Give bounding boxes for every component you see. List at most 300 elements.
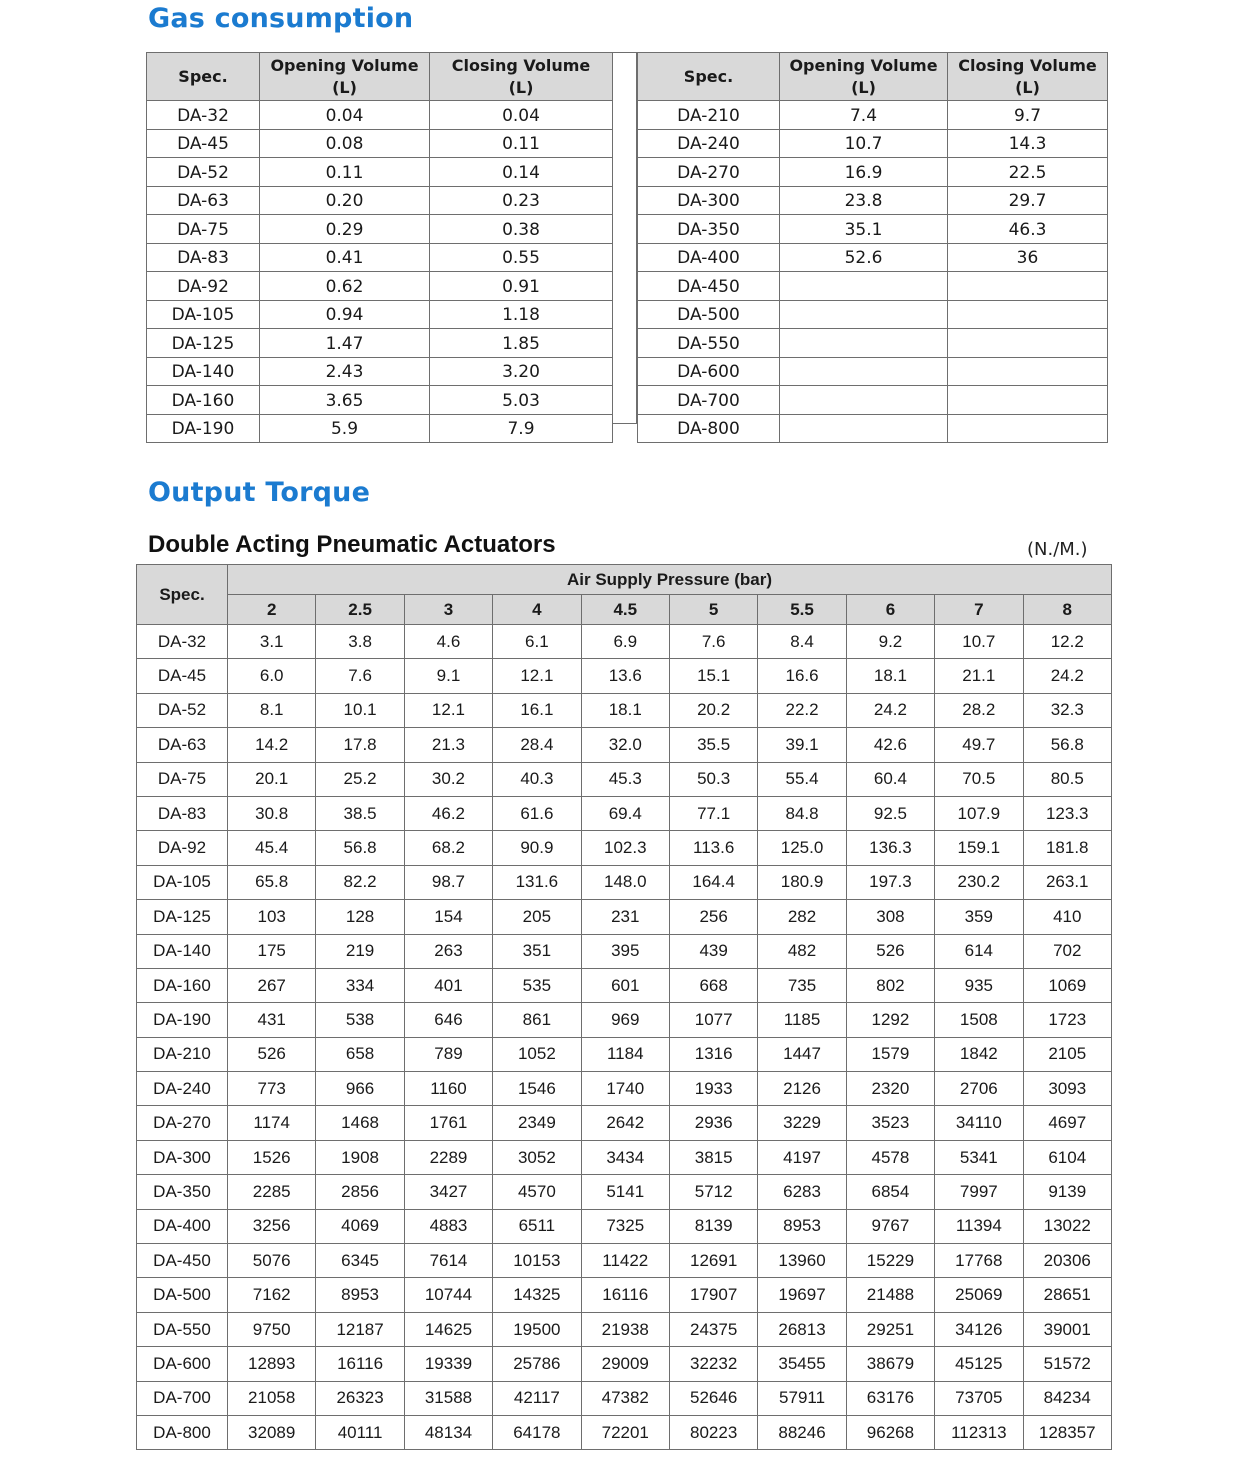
spec-cell: DA-300	[638, 186, 780, 215]
torque-value-cell: 21058	[228, 1381, 316, 1415]
table-row	[147, 357, 613, 386]
closing-volume-cell: 0.38	[430, 215, 613, 244]
closing-volume-cell: 9.7	[948, 101, 1108, 130]
spec-cell: DA-270	[137, 1106, 228, 1140]
closing-volume-cell: 0.23	[430, 186, 613, 215]
torque-value-cell: 2285	[228, 1175, 316, 1209]
spec-cell: DA-190	[147, 414, 260, 443]
torque-value-cell: 12.2	[1023, 625, 1111, 659]
table-row	[638, 272, 1108, 301]
torque-value-cell: 21.1	[935, 659, 1023, 693]
closing-volume-unit: (L)	[508, 77, 534, 97]
closing-volume-cell: 0.14	[430, 158, 613, 187]
pressure-header: 5.5	[758, 595, 846, 625]
torque-value-cell: 7.6	[316, 659, 404, 693]
torque-value-cell: 28.4	[493, 728, 581, 762]
table-row	[137, 968, 1112, 1002]
torque-value-cell: 35455	[758, 1347, 846, 1381]
opening-volume-cell: 0.11	[260, 158, 430, 187]
torque-value-cell: 19697	[758, 1278, 846, 1312]
table-row	[147, 158, 613, 187]
gas-consumption-title: Gas consumption	[148, 3, 414, 34]
torque-value-cell: 84234	[1023, 1381, 1111, 1415]
spec-cell: DA-300	[137, 1140, 228, 1174]
table-row	[137, 1312, 1112, 1346]
torque-value-cell: 34126	[935, 1312, 1023, 1346]
torque-value-cell: 1740	[581, 1072, 669, 1106]
torque-value-cell: 56.8	[1023, 728, 1111, 762]
opening-volume-cell: 3.65	[260, 386, 430, 415]
opening-volume-cell: 16.9	[780, 158, 948, 187]
torque-value-cell: 1908	[316, 1140, 404, 1174]
table-row	[638, 158, 1108, 187]
spec-cell: DA-160	[147, 386, 260, 415]
torque-value-cell: 12691	[669, 1244, 757, 1278]
opening-volume-cell	[780, 300, 948, 329]
table-row	[137, 1140, 1112, 1174]
opening-volume-label: Opening Volume	[789, 55, 938, 75]
torque-value-cell: 16116	[581, 1278, 669, 1312]
opening-volume-cell: 23.8	[780, 186, 948, 215]
gas-header-row	[638, 53, 1108, 101]
spec-cell: DA-500	[137, 1278, 228, 1312]
torque-value-cell: 164.4	[669, 865, 757, 899]
table-row	[137, 1175, 1112, 1209]
torque-value-cell: 40111	[316, 1415, 404, 1449]
torque-value-cell: 6104	[1023, 1140, 1111, 1174]
torque-value-cell: 526	[846, 934, 934, 968]
spec-cell: DA-92	[147, 272, 260, 301]
torque-value-cell: 12893	[228, 1347, 316, 1381]
torque-value-cell: 1052	[493, 1037, 581, 1071]
torque-value-cell: 1723	[1023, 1003, 1111, 1037]
table-row	[137, 1037, 1112, 1071]
spec-cell: DA-140	[137, 934, 228, 968]
opening-volume-cell	[780, 386, 948, 415]
table-row	[137, 831, 1112, 865]
torque-value-cell: 8953	[316, 1278, 404, 1312]
torque-value-cell: 3229	[758, 1106, 846, 1140]
torque-value-cell: 31588	[404, 1381, 492, 1415]
torque-value-cell: 92.5	[846, 796, 934, 830]
torque-value-cell: 49.7	[935, 728, 1023, 762]
opening-volume-cell: 0.62	[260, 272, 430, 301]
torque-value-cell: 12.1	[493, 659, 581, 693]
torque-value-cell: 77.1	[669, 796, 757, 830]
torque-value-cell: 8.1	[228, 693, 316, 727]
torque-value-cell: 42117	[493, 1381, 581, 1415]
closing-volume-cell: 5.03	[430, 386, 613, 415]
torque-value-cell: 11422	[581, 1244, 669, 1278]
closing-volume-cell: 1.18	[430, 300, 613, 329]
closing-volume-cell: 22.5	[948, 158, 1108, 187]
spec-cell: DA-450	[137, 1244, 228, 1278]
torque-value-cell: 55.4	[758, 762, 846, 796]
torque-value-cell: 1174	[228, 1106, 316, 1140]
spec-cell: DA-75	[137, 762, 228, 796]
torque-value-cell: 47382	[581, 1381, 669, 1415]
closing-volume-header	[948, 53, 1108, 101]
opening-volume-cell: 5.9	[260, 414, 430, 443]
torque-value-cell: 20.2	[669, 693, 757, 727]
gas-header-row	[147, 53, 613, 101]
torque-value-cell: 7614	[404, 1244, 492, 1278]
torque-value-cell: 17907	[669, 1278, 757, 1312]
torque-value-cell: 50.3	[669, 762, 757, 796]
closing-volume-cell: 46.3	[948, 215, 1108, 244]
pressure-header: 7	[935, 595, 1023, 625]
torque-value-cell: 6854	[846, 1175, 934, 1209]
opening-volume-cell: 35.1	[780, 215, 948, 244]
table-row	[137, 1347, 1112, 1381]
torque-value-cell: 3052	[493, 1140, 581, 1174]
torque-value-cell: 1316	[669, 1037, 757, 1071]
spec-cell: DA-83	[147, 243, 260, 272]
torque-value-cell: 9750	[228, 1312, 316, 1346]
spec-cell: DA-45	[137, 659, 228, 693]
torque-value-cell: 25069	[935, 1278, 1023, 1312]
pressure-header: 2	[228, 595, 316, 625]
torque-value-cell: 82.2	[316, 865, 404, 899]
table-row	[638, 129, 1108, 158]
torque-value-cell: 84.8	[758, 796, 846, 830]
spec-cell: DA-270	[638, 158, 780, 187]
torque-value-cell: 32089	[228, 1415, 316, 1449]
pressure-header: 4.5	[581, 595, 669, 625]
torque-value-cell: 1292	[846, 1003, 934, 1037]
opening-volume-cell: 0.41	[260, 243, 430, 272]
torque-value-cell: 538	[316, 1003, 404, 1037]
output-torque-title: Output Torque	[148, 477, 371, 508]
opening-volume-cell: 0.04	[260, 101, 430, 130]
torque-value-cell: 12187	[316, 1312, 404, 1346]
torque-value-cell: 17.8	[316, 728, 404, 762]
torque-value-cell: 9.2	[846, 625, 934, 659]
spec-cell: DA-190	[137, 1003, 228, 1037]
torque-value-cell: 2320	[846, 1072, 934, 1106]
closing-volume-cell	[948, 414, 1108, 443]
spec-cell: DA-92	[137, 831, 228, 865]
table-row	[137, 1278, 1112, 1312]
torque-value-cell: 96268	[846, 1415, 934, 1449]
torque-value-cell: 56.8	[316, 831, 404, 865]
torque-value-cell: 14325	[493, 1278, 581, 1312]
torque-value-cell: 25.2	[316, 762, 404, 796]
torque-value-cell: 51572	[1023, 1347, 1111, 1381]
torque-value-cell: 80223	[669, 1415, 757, 1449]
table-row	[147, 129, 613, 158]
torque-value-cell: 61.6	[493, 796, 581, 830]
closing-volume-cell: 3.20	[430, 357, 613, 386]
torque-value-cell: 646	[404, 1003, 492, 1037]
spec-cell: DA-800	[137, 1415, 228, 1449]
spec-cell: DA-160	[137, 968, 228, 1002]
torque-value-cell: 52646	[669, 1381, 757, 1415]
table-row	[147, 101, 613, 130]
spec-header: Spec.	[638, 53, 780, 101]
torque-value-cell: 16116	[316, 1347, 404, 1381]
opening-volume-cell	[780, 357, 948, 386]
spec-cell: DA-52	[147, 158, 260, 187]
torque-value-cell: 42.6	[846, 728, 934, 762]
torque-value-cell: 45125	[935, 1347, 1023, 1381]
spec-cell: DA-210	[638, 101, 780, 130]
table-row	[147, 329, 613, 358]
pressure-header: 8	[1023, 595, 1111, 625]
gas-consumption-table-left	[146, 52, 613, 443]
pressure-header-row	[137, 595, 1112, 625]
torque-value-cell: 19339	[404, 1347, 492, 1381]
spec-cell: DA-75	[147, 215, 260, 244]
torque-value-cell: 32232	[669, 1347, 757, 1381]
torque-value-cell: 359	[935, 900, 1023, 934]
torque-value-cell: 60.4	[846, 762, 934, 796]
closing-volume-cell: 36	[948, 243, 1108, 272]
opening-volume-cell: 0.94	[260, 300, 430, 329]
spec-cell: DA-550	[137, 1312, 228, 1346]
table-row	[147, 300, 613, 329]
spec-cell: DA-125	[137, 900, 228, 934]
torque-value-cell: 395	[581, 934, 669, 968]
torque-value-cell: 57911	[758, 1381, 846, 1415]
spec-cell: DA-240	[638, 129, 780, 158]
torque-value-cell: 1185	[758, 1003, 846, 1037]
torque-value-cell: 230.2	[935, 865, 1023, 899]
spec-cell: DA-500	[638, 300, 780, 329]
torque-value-cell: 18.1	[581, 693, 669, 727]
closing-volume-cell: 0.55	[430, 243, 613, 272]
torque-value-cell: 10744	[404, 1278, 492, 1312]
torque-value-cell: 63176	[846, 1381, 934, 1415]
torque-value-cell: 282	[758, 900, 846, 934]
torque-value-cell: 1579	[846, 1037, 934, 1071]
torque-value-cell: 2856	[316, 1175, 404, 1209]
table-row	[137, 1415, 1112, 1449]
torque-value-cell: 125.0	[758, 831, 846, 865]
torque-value-cell: 4883	[404, 1209, 492, 1243]
torque-value-cell: 26323	[316, 1381, 404, 1415]
torque-value-cell: 90.9	[493, 831, 581, 865]
torque-value-cell: 4570	[493, 1175, 581, 1209]
spec-cell: DA-350	[137, 1175, 228, 1209]
closing-volume-unit: (L)	[1015, 77, 1040, 97]
torque-value-cell: 154	[404, 900, 492, 934]
torque-value-cell: 131.6	[493, 865, 581, 899]
torque-value-cell: 1842	[935, 1037, 1023, 1071]
torque-value-cell: 128	[316, 900, 404, 934]
torque-value-cell: 1761	[404, 1106, 492, 1140]
spec-cell: DA-45	[147, 129, 260, 158]
torque-value-cell: 4197	[758, 1140, 846, 1174]
torque-value-cell: 535	[493, 968, 581, 1002]
torque-value-cell: 658	[316, 1037, 404, 1071]
torque-value-cell: 8953	[758, 1209, 846, 1243]
torque-value-cell: 38.5	[316, 796, 404, 830]
table-row	[147, 186, 613, 215]
torque-value-cell: 11394	[935, 1209, 1023, 1243]
opening-volume-unit: (L)	[332, 77, 357, 97]
table-row	[638, 357, 1108, 386]
torque-value-cell: 21.3	[404, 728, 492, 762]
closing-volume-label: Closing Volume	[451, 55, 591, 75]
torque-value-cell: 5712	[669, 1175, 757, 1209]
torque-value-cell: 15229	[846, 1244, 934, 1278]
closing-volume-header	[430, 53, 613, 101]
torque-value-cell: 3093	[1023, 1072, 1111, 1106]
torque-value-cell: 28651	[1023, 1278, 1111, 1312]
air-supply-pressure-header: Air Supply Pressure (bar)	[228, 565, 1112, 595]
torque-value-cell: 39.1	[758, 728, 846, 762]
spec-cell: DA-52	[137, 693, 228, 727]
torque-value-cell: 1184	[581, 1037, 669, 1071]
table-row	[137, 1244, 1112, 1278]
torque-value-cell: 13960	[758, 1244, 846, 1278]
torque-value-cell: 7.6	[669, 625, 757, 659]
torque-value-cell: 1160	[404, 1072, 492, 1106]
torque-value-cell: 32.0	[581, 728, 669, 762]
table-row	[137, 693, 1112, 727]
torque-value-cell: 334	[316, 968, 404, 1002]
torque-value-cell: 1546	[493, 1072, 581, 1106]
pressure-header: 6	[846, 595, 934, 625]
torque-value-cell: 65.8	[228, 865, 316, 899]
spec-cell: DA-105	[147, 300, 260, 329]
torque-value-cell: 13022	[1023, 1209, 1111, 1243]
spec-cell: DA-140	[147, 357, 260, 386]
torque-value-cell: 861	[493, 1003, 581, 1037]
torque-value-cell: 24375	[669, 1312, 757, 1346]
torque-value-cell: 3.8	[316, 625, 404, 659]
torque-value-cell: 29009	[581, 1347, 669, 1381]
torque-value-cell: 6.1	[493, 625, 581, 659]
torque-value-cell: 702	[1023, 934, 1111, 968]
torque-value-cell: 2349	[493, 1106, 581, 1140]
spec-cell: DA-350	[638, 215, 780, 244]
torque-value-cell: 3427	[404, 1175, 492, 1209]
opening-volume-cell: 7.4	[780, 101, 948, 130]
torque-value-cell: 401	[404, 968, 492, 1002]
torque-value-cell: 1508	[935, 1003, 1023, 1037]
table-row	[137, 796, 1112, 830]
spec-cell: DA-125	[147, 329, 260, 358]
opening-volume-header	[260, 53, 430, 101]
torque-value-cell: 735	[758, 968, 846, 1002]
closing-volume-cell: 14.3	[948, 129, 1108, 158]
torque-value-cell: 64178	[493, 1415, 581, 1449]
torque-value-cell: 72201	[581, 1415, 669, 1449]
torque-value-cell: 10.1	[316, 693, 404, 727]
closing-volume-cell: 1.85	[430, 329, 613, 358]
torque-value-cell: 2105	[1023, 1037, 1111, 1071]
torque-value-cell: 80.5	[1023, 762, 1111, 796]
torque-value-cell: 69.4	[581, 796, 669, 830]
torque-value-cell: 98.7	[404, 865, 492, 899]
table-row	[147, 386, 613, 415]
table-row	[137, 625, 1112, 659]
torque-value-cell: 231	[581, 900, 669, 934]
table-row	[137, 1381, 1112, 1415]
torque-value-cell: 39001	[1023, 1312, 1111, 1346]
spec-cell: DA-105	[137, 865, 228, 899]
table-row	[137, 659, 1112, 693]
closing-volume-cell	[948, 272, 1108, 301]
torque-value-cell: 5341	[935, 1140, 1023, 1174]
spec-cell: DA-450	[638, 272, 780, 301]
torque-value-cell: 45.4	[228, 831, 316, 865]
torque-value-cell: 30.8	[228, 796, 316, 830]
torque-value-cell: 9767	[846, 1209, 934, 1243]
table-row	[638, 101, 1108, 130]
torque-value-cell: 175	[228, 934, 316, 968]
torque-value-cell: 26813	[758, 1312, 846, 1346]
table-row	[638, 386, 1108, 415]
table-row	[638, 243, 1108, 272]
opening-volume-cell: 10.7	[780, 129, 948, 158]
torque-units-label: (N./M.)	[1027, 539, 1088, 560]
torque-value-cell: 431	[228, 1003, 316, 1037]
torque-value-cell: 773	[228, 1072, 316, 1106]
table-row	[638, 414, 1108, 443]
torque-value-cell: 1526	[228, 1140, 316, 1174]
torque-value-cell: 28.2	[935, 693, 1023, 727]
torque-value-cell: 7325	[581, 1209, 669, 1243]
table-row	[137, 1003, 1112, 1037]
spec-cell: DA-240	[137, 1072, 228, 1106]
torque-value-cell: 21938	[581, 1312, 669, 1346]
torque-value-cell: 789	[404, 1037, 492, 1071]
torque-value-cell: 351	[493, 934, 581, 968]
torque-value-cell: 6511	[493, 1209, 581, 1243]
torque-value-cell: 308	[846, 900, 934, 934]
torque-value-cell: 25786	[493, 1347, 581, 1381]
torque-value-cell: 16.1	[493, 693, 581, 727]
torque-value-cell: 29251	[846, 1312, 934, 1346]
torque-value-cell: 256	[669, 900, 757, 934]
spec-cell: DA-550	[638, 329, 780, 358]
opening-volume-cell	[780, 272, 948, 301]
closing-volume-cell: 7.9	[430, 414, 613, 443]
table-row	[137, 762, 1112, 796]
torque-value-cell: 46.2	[404, 796, 492, 830]
torque-value-cell: 22.2	[758, 693, 846, 727]
spec-cell: DA-400	[137, 1209, 228, 1243]
closing-volume-cell: 29.7	[948, 186, 1108, 215]
torque-value-cell: 24.2	[846, 693, 934, 727]
torque-value-cell: 13.6	[581, 659, 669, 693]
torque-value-cell: 148.0	[581, 865, 669, 899]
opening-volume-header	[780, 53, 948, 101]
torque-value-cell: 15.1	[669, 659, 757, 693]
torque-value-cell: 6283	[758, 1175, 846, 1209]
torque-value-cell: 7997	[935, 1175, 1023, 1209]
torque-value-cell: 966	[316, 1072, 404, 1106]
table-row	[147, 243, 613, 272]
opening-volume-cell	[780, 329, 948, 358]
torque-value-cell: 17768	[935, 1244, 1023, 1278]
torque-value-cell: 14625	[404, 1312, 492, 1346]
torque-value-cell: 68.2	[404, 831, 492, 865]
torque-value-cell: 181.8	[1023, 831, 1111, 865]
torque-value-cell: 8.4	[758, 625, 846, 659]
spec-cell: DA-600	[137, 1347, 228, 1381]
torque-value-cell: 12.1	[404, 693, 492, 727]
opening-volume-cell: 2.43	[260, 357, 430, 386]
spec-cell: DA-400	[638, 243, 780, 272]
closing-volume-cell	[948, 386, 1108, 415]
spec-cell: DA-32	[147, 101, 260, 130]
opening-volume-cell	[780, 414, 948, 443]
torque-value-cell: 205	[493, 900, 581, 934]
